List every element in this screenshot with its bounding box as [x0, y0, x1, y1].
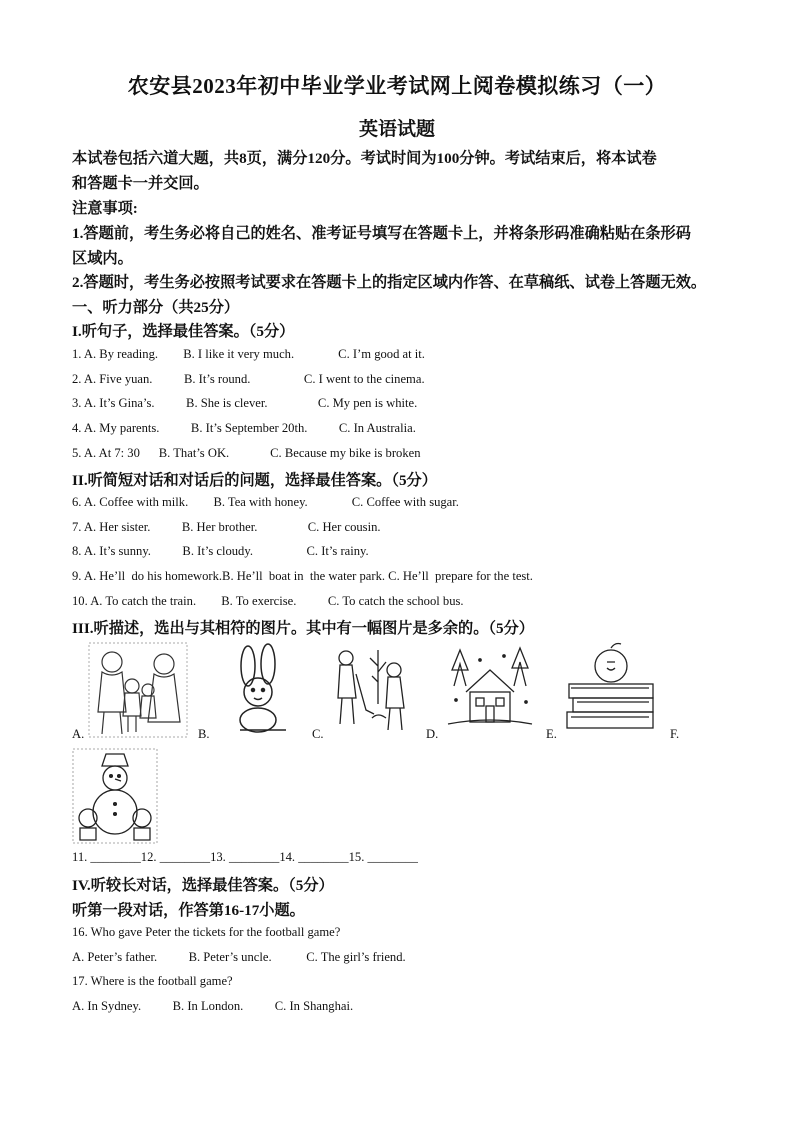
note-1-line-1: 1.答题前，考生务必将自己的姓名、准考证号填写在答题卡上，并将条形码准确粘贴在条形码 — [72, 225, 691, 242]
part1-title: 一、听力部分（共25分） — [72, 299, 240, 316]
picture-label-f: F. — [670, 727, 680, 741]
picture-b-rabbit — [216, 642, 300, 738]
exam-title: 农安县2023年初中毕业学业考试网上阅卷模拟练习（一） — [127, 74, 667, 98]
picture-label-e: E. — [546, 727, 557, 741]
question-9: 9. A. He’ll do his homework.B. He’ll boat in the water park. C. He’ll prepare for the test. — [72, 569, 533, 583]
section-4-title: IV.听较长对话，选择最佳答案。（5分） — [72, 877, 334, 894]
picture-label-d: D. — [426, 727, 439, 741]
section-2-title: II.听简短对话和对话后的问题，选择最佳答案。（5分） — [72, 472, 437, 489]
picture-e-books-apple — [563, 640, 659, 738]
note-2: 2.答题时，考生务必按照考试要求在答题卡上的指定区域内作答、在草稿纸、试卷上答题无效。 — [72, 274, 707, 291]
exam-subtitle: 英语试题 — [358, 119, 435, 140]
picture-label-b: B. — [198, 727, 210, 741]
intro-line-1: 本试卷包括六道大题，共8页，满分120分。考试时间为100分钟。考试结束后，将本试卷 — [72, 150, 657, 167]
section-1-title: I.听句子，选择最佳答案。（5分） — [72, 323, 295, 340]
question-7: 7. A. Her sister. B. Her brother. C. Her cousin. — [72, 520, 381, 534]
picture-d-snowy-house — [444, 640, 536, 736]
notes-title: 注意事项: — [72, 200, 138, 217]
section-3-title: III.听描述，选出与其相符的图片。其中有一幅图片是多余的。（5分） — [72, 620, 534, 637]
picture-label-c: C. — [312, 727, 324, 741]
question-1: 1. A. By reading. B. I like it very much. C. I’m good at it. — [72, 347, 425, 361]
question-4: 4. A. My parents. B. It’s September 20th. C. In Australia. — [72, 421, 416, 435]
question-3: 3. A. It’s Gina’s. B. She is clever. C. My pen is white. — [72, 396, 418, 410]
question-17: 17. Where is the football game? — [72, 974, 233, 988]
note-1-line-2: 区域内。 — [72, 250, 133, 267]
question-16-options: A. Peter’s father. B. Peter’s uncle. C. The girl’s friend. — [72, 950, 406, 964]
question-6: 6. A. Coffee with milk. B. Tea with honey. C. Coffee with sugar. — [72, 495, 459, 509]
question-5: 5. A. At 7: 30 B. That’s OK. C. Because my bike is broken — [72, 446, 421, 460]
picture-c-planting-trees — [328, 640, 414, 738]
picture-a-family — [88, 642, 188, 738]
question-2: 2. A. Five yuan. B. It’s round. C. I went to the cinema. — [72, 372, 425, 386]
picture-f-snowman — [72, 748, 158, 844]
question-10: 10. A. To catch the train. B. To exercise. C. To catch the school bus. — [72, 594, 464, 608]
dialog-1-instruction: 听第一段对话，作答第16-17小题。 — [72, 902, 305, 919]
picture-answer-blanks: 11. ________12. ________13. ________14. ________15. ________ — [72, 850, 418, 864]
question-17-options: A. In Sydney. B. In London. C. In Shanghai. — [72, 999, 354, 1013]
picture-label-a: A. — [72, 727, 85, 741]
question-8: 8. A. It’s sunny. B. It’s cloudy. C. It’s rainy. — [72, 544, 369, 558]
intro-line-2: 和答题卡一并交回。 — [72, 175, 209, 192]
question-16: 16. Who gave Peter the tickets for the football game? — [72, 925, 341, 939]
